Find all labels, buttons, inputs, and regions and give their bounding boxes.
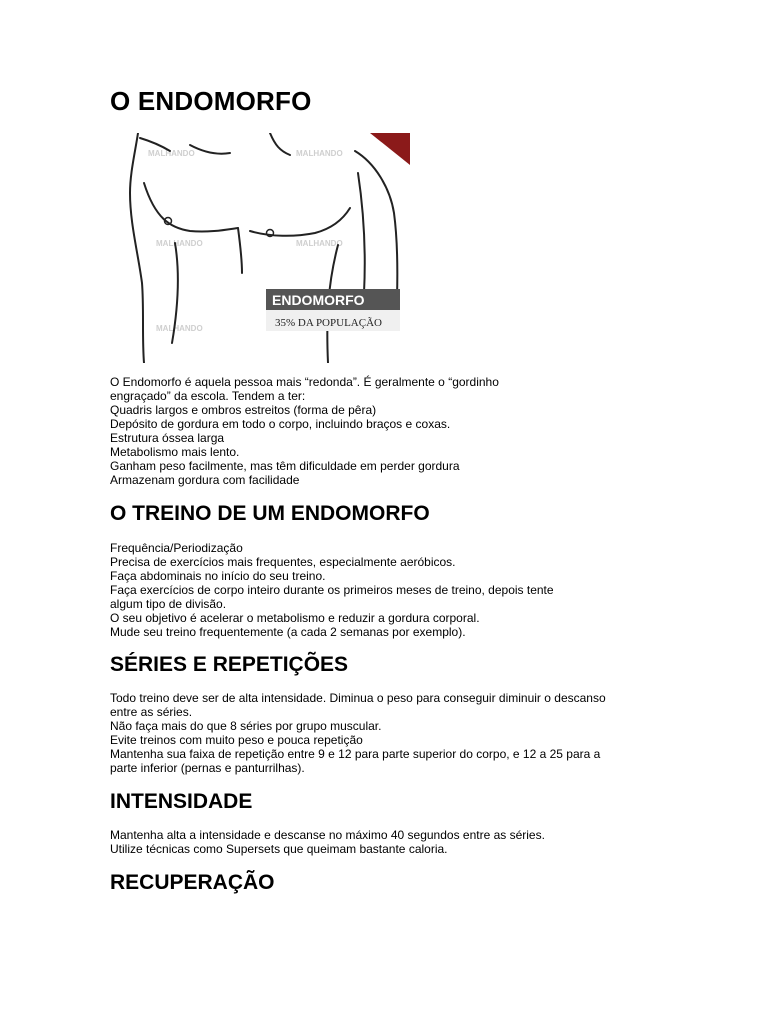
text-line: Precisa de exercícios mais frequentes, especialmente aeróbicos. bbox=[110, 555, 456, 569]
text-line: Metabolismo mais lento. bbox=[110, 445, 240, 459]
text-line: Mude seu treino frequentemente (a cada 2 semanas por exemplo). bbox=[110, 625, 466, 639]
text-line: O Endomorfo é aquela pessoa mais “redonda”. É geralmente o “gordinho bbox=[110, 375, 499, 389]
text-line: Não faça mais do que 8 séries por grupo muscular. bbox=[110, 719, 382, 733]
section-text bbox=[110, 691, 670, 775]
text-line: Faça exercícios de corpo inteiro durante os primeiros meses de treino, depois tente bbox=[110, 583, 554, 597]
text-line: Mantenha sua faixa de repetição entre 9 e 12 para parte superior do corpo, e 12 a 25 para a bbox=[110, 747, 601, 761]
watermark: MALHANDO bbox=[156, 239, 203, 248]
text-line: Utilize técnicas como Supersets que queimam bastante caloria. bbox=[110, 842, 448, 856]
watermark: MALHANDO bbox=[156, 324, 203, 333]
text-line: O seu objetivo é acelerar o metabolismo e reduzir a gordura corporal. bbox=[110, 611, 480, 625]
text-line: Depósito de gordura em todo o corpo, incluindo braços e coxas. bbox=[110, 417, 451, 431]
page-title: O ENDOMORFO bbox=[110, 86, 312, 116]
text-line: Armazenam gordura com facilidade bbox=[110, 473, 300, 487]
text-line: Frequência/Periodização bbox=[110, 541, 243, 555]
caption-title: ENDOMORFO bbox=[272, 292, 365, 308]
text-line: Estrutura óssea larga bbox=[110, 431, 225, 445]
section-text bbox=[110, 541, 670, 639]
section-text bbox=[110, 828, 670, 856]
text-line: Evite treinos com muito peso e pouca repetição bbox=[110, 733, 363, 747]
section-heading: RECUPERAÇÃO bbox=[110, 871, 275, 894]
caption-subtitle: 35% DA POPULAÇÃO bbox=[275, 317, 382, 329]
text-line: Todo treino deve ser de alta intensidade. Diminua o peso para conseguir diminuir o descanso bbox=[110, 691, 606, 705]
text-line: Faça abdominais no início do seu treino. bbox=[110, 569, 326, 583]
watermark: MALHANDO bbox=[296, 149, 343, 158]
section-heading: INTENSIDADE bbox=[110, 790, 253, 813]
section-heading: SÉRIES E REPETIÇÕES bbox=[110, 653, 349, 676]
text-line: parte inferior (pernas e panturrilhas). bbox=[110, 761, 305, 775]
section-heading: O TREINO DE UM ENDOMORFO bbox=[110, 502, 430, 525]
torso-sketch bbox=[120, 133, 410, 363]
text-line: engraçado” da escola. Tendem a ter: bbox=[110, 389, 306, 403]
watermark: MALHANDO bbox=[296, 239, 343, 248]
text-line: Mantenha alta a intensidade e descanse no máximo 40 segundos entre as séries. bbox=[110, 828, 545, 842]
intro-text bbox=[110, 375, 670, 487]
text-line: entre as séries. bbox=[110, 705, 193, 719]
text-line: algum tipo de divisão. bbox=[110, 597, 227, 611]
text-line: Ganham peso facilmente, mas têm dificuldade em perder gordura bbox=[110, 459, 460, 473]
text-line: Quadris largos e ombros estreitos (forma de pêra) bbox=[110, 403, 377, 417]
endomorph-illustration bbox=[120, 133, 410, 363]
watermark: MALHANDO bbox=[148, 149, 195, 158]
